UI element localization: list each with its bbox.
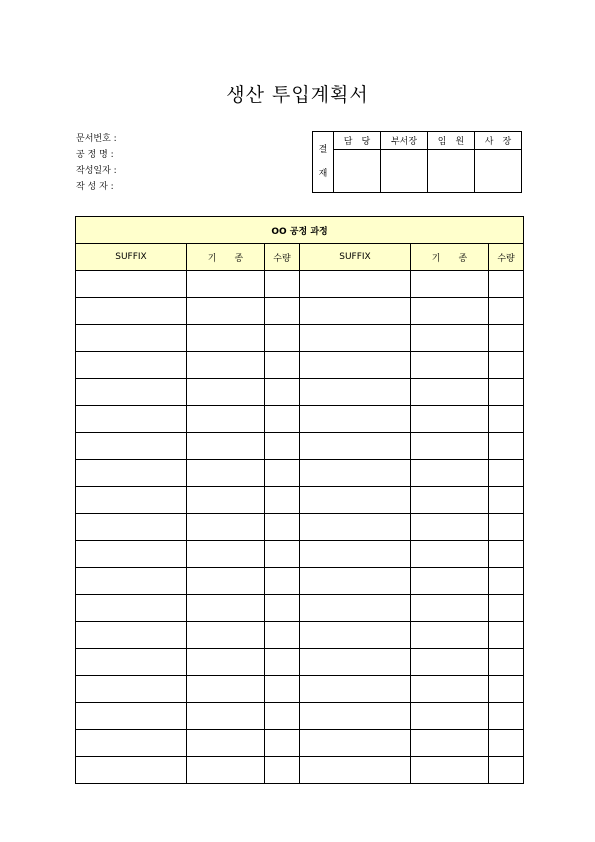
info-author [76, 179, 126, 195]
cell-model[interactable] [411, 487, 489, 514]
cell-suffix[interactable] [300, 757, 411, 784]
cell-suffix[interactable] [300, 406, 411, 433]
cell-suffix[interactable] [300, 379, 411, 406]
cell-model[interactable] [187, 541, 265, 568]
table-row [76, 298, 524, 325]
table-row [76, 649, 524, 676]
cell-model[interactable] [187, 676, 265, 703]
cell-suffix[interactable] [76, 352, 187, 379]
info-doc-number [76, 131, 126, 147]
cell-suffix[interactable] [76, 379, 187, 406]
section-title: OO 공정 과정 [76, 217, 524, 244]
table-row [76, 433, 524, 460]
table-row [76, 487, 524, 514]
cell-quantity[interactable] [489, 379, 524, 406]
cell-model[interactable] [411, 325, 489, 352]
document-info [76, 131, 126, 195]
approval-sign-president[interactable] [475, 150, 522, 193]
column-header-model: 기 종 [187, 244, 265, 271]
table-row [76, 271, 524, 298]
cell-suffix[interactable] [300, 325, 411, 352]
cell-suffix[interactable] [300, 622, 411, 649]
cell-suffix[interactable] [300, 649, 411, 676]
cell-model[interactable] [187, 325, 265, 352]
cell-model[interactable] [411, 514, 489, 541]
cell-quantity[interactable] [489, 433, 524, 460]
cell-quantity[interactable] [265, 649, 300, 676]
cell-model[interactable] [187, 514, 265, 541]
cell-model[interactable] [187, 595, 265, 622]
table-row [76, 757, 524, 784]
cell-suffix[interactable] [300, 433, 411, 460]
cell-model[interactable] [411, 622, 489, 649]
cell-model[interactable] [187, 379, 265, 406]
cell-model[interactable] [187, 703, 265, 730]
cell-quantity[interactable] [489, 730, 524, 757]
table-row [76, 622, 524, 649]
table-row [76, 352, 524, 379]
cell-model[interactable] [187, 487, 265, 514]
cell-suffix[interactable] [300, 271, 411, 298]
cell-suffix[interactable] [300, 460, 411, 487]
info-date [76, 163, 126, 179]
info-label: 작성일자 : [76, 166, 117, 176]
table-row [76, 730, 524, 757]
cell-quantity[interactable] [265, 352, 300, 379]
cell-quantity[interactable] [265, 298, 300, 325]
cell-quantity[interactable] [265, 325, 300, 352]
cell-quantity[interactable] [265, 703, 300, 730]
cell-suffix[interactable] [76, 757, 187, 784]
cell-quantity[interactable] [489, 541, 524, 568]
cell-model[interactable] [411, 595, 489, 622]
cell-quantity[interactable] [489, 325, 524, 352]
document-title: 생산 투입계획서 [226, 84, 369, 106]
cell-suffix[interactable] [300, 595, 411, 622]
cell-quantity[interactable] [265, 676, 300, 703]
cell-suffix[interactable] [300, 352, 411, 379]
table-row [76, 703, 524, 730]
cell-model[interactable] [411, 703, 489, 730]
info-label: 작 성 자 : [76, 182, 114, 192]
info-label: 문서번호 : [76, 134, 117, 144]
cell-model[interactable] [411, 352, 489, 379]
column-header-quantity: 수량 [265, 244, 300, 271]
cell-quantity[interactable] [489, 595, 524, 622]
cell-suffix[interactable] [76, 649, 187, 676]
cell-suffix[interactable] [300, 703, 411, 730]
cell-model[interactable] [187, 568, 265, 595]
cell-model[interactable] [411, 271, 489, 298]
cell-model[interactable] [187, 433, 265, 460]
cell-model[interactable] [411, 433, 489, 460]
cell-suffix[interactable] [300, 298, 411, 325]
approval-sign-manager[interactable] [334, 150, 381, 193]
approval-box [312, 131, 522, 193]
column-header-suffix: SUFFIX [300, 244, 411, 271]
cell-suffix[interactable] [76, 676, 187, 703]
table-row [76, 568, 524, 595]
cell-suffix[interactable] [76, 514, 187, 541]
cell-quantity[interactable] [489, 487, 524, 514]
table-row [76, 541, 524, 568]
cell-suffix[interactable] [300, 730, 411, 757]
column-header-model: 기 종 [411, 244, 489, 271]
cell-model[interactable] [187, 406, 265, 433]
cell-model[interactable] [187, 622, 265, 649]
cell-quantity[interactable] [265, 514, 300, 541]
column-header-quantity: 수량 [489, 244, 524, 271]
cell-model[interactable] [411, 676, 489, 703]
table-row [76, 379, 524, 406]
cell-quantity[interactable] [489, 703, 524, 730]
table-row [76, 676, 524, 703]
cell-suffix[interactable] [76, 271, 187, 298]
cell-quantity[interactable] [265, 487, 300, 514]
cell-model[interactable] [187, 460, 265, 487]
cell-model[interactable] [411, 568, 489, 595]
cell-suffix[interactable] [76, 622, 187, 649]
cell-suffix[interactable] [76, 460, 187, 487]
approval-header-executive: 임 원 [428, 132, 475, 150]
cell-quantity[interactable] [489, 460, 524, 487]
cell-model[interactable] [187, 730, 265, 757]
cell-model[interactable] [411, 460, 489, 487]
cell-quantity[interactable] [265, 622, 300, 649]
cell-model[interactable] [187, 352, 265, 379]
cell-quantity[interactable] [265, 568, 300, 595]
cell-quantity[interactable] [265, 730, 300, 757]
info-label: 공 정 명 : [76, 150, 114, 160]
approval-header-dept-head: 부서장 [381, 132, 428, 150]
cell-suffix[interactable] [300, 487, 411, 514]
cell-quantity[interactable] [489, 649, 524, 676]
cell-model[interactable] [187, 271, 265, 298]
cell-quantity[interactable] [265, 271, 300, 298]
cell-model[interactable] [411, 649, 489, 676]
cell-suffix[interactable] [76, 325, 187, 352]
cell-suffix[interactable] [76, 703, 187, 730]
cell-suffix[interactable] [76, 568, 187, 595]
column-header-suffix: SUFFIX [76, 244, 187, 271]
table-row [76, 325, 524, 352]
approval-header-manager: 담 당 [334, 132, 381, 150]
cell-quantity[interactable] [265, 757, 300, 784]
cell-quantity[interactable] [265, 379, 300, 406]
cell-model[interactable] [411, 379, 489, 406]
cell-model[interactable] [411, 541, 489, 568]
cell-model[interactable] [411, 757, 489, 784]
table-row [76, 406, 524, 433]
cell-model[interactable] [411, 730, 489, 757]
cell-model[interactable] [187, 757, 265, 784]
cell-quantity[interactable] [489, 676, 524, 703]
cell-suffix[interactable] [76, 730, 187, 757]
approval-header-president: 사 장 [475, 132, 522, 150]
cell-suffix[interactable] [300, 541, 411, 568]
cell-quantity[interactable] [489, 271, 524, 298]
cell-suffix[interactable] [76, 406, 187, 433]
cell-quantity[interactable] [265, 460, 300, 487]
cell-quantity[interactable] [265, 406, 300, 433]
cell-quantity[interactable] [489, 622, 524, 649]
cell-suffix[interactable] [76, 433, 187, 460]
cell-suffix[interactable] [300, 676, 411, 703]
cell-quantity[interactable] [265, 595, 300, 622]
cell-model[interactable] [187, 649, 265, 676]
cell-suffix[interactable] [300, 514, 411, 541]
cell-suffix[interactable] [300, 568, 411, 595]
approval-side-bottom: 재 [318, 169, 328, 179]
cell-model[interactable] [411, 298, 489, 325]
cell-quantity[interactable] [265, 541, 300, 568]
table-row [76, 460, 524, 487]
cell-suffix[interactable] [76, 487, 187, 514]
table-row [76, 595, 524, 622]
cell-quantity[interactable] [489, 406, 524, 433]
approval-side-top: 결 [318, 145, 328, 155]
cell-suffix[interactable] [76, 298, 187, 325]
table-row [76, 514, 524, 541]
cell-quantity[interactable] [489, 298, 524, 325]
cell-quantity[interactable] [489, 757, 524, 784]
approval-sign-executive[interactable] [428, 150, 475, 193]
cell-quantity[interactable] [489, 568, 524, 595]
approval-sign-dept-head[interactable] [381, 150, 428, 193]
cell-model[interactable] [411, 406, 489, 433]
info-process-name [76, 147, 126, 163]
approval-side-label [313, 132, 334, 193]
cell-quantity[interactable] [489, 514, 524, 541]
production-plan-table [75, 216, 524, 784]
cell-suffix[interactable] [76, 595, 187, 622]
cell-quantity[interactable] [265, 433, 300, 460]
cell-quantity[interactable] [489, 352, 524, 379]
cell-suffix[interactable] [76, 541, 187, 568]
cell-model[interactable] [187, 298, 265, 325]
